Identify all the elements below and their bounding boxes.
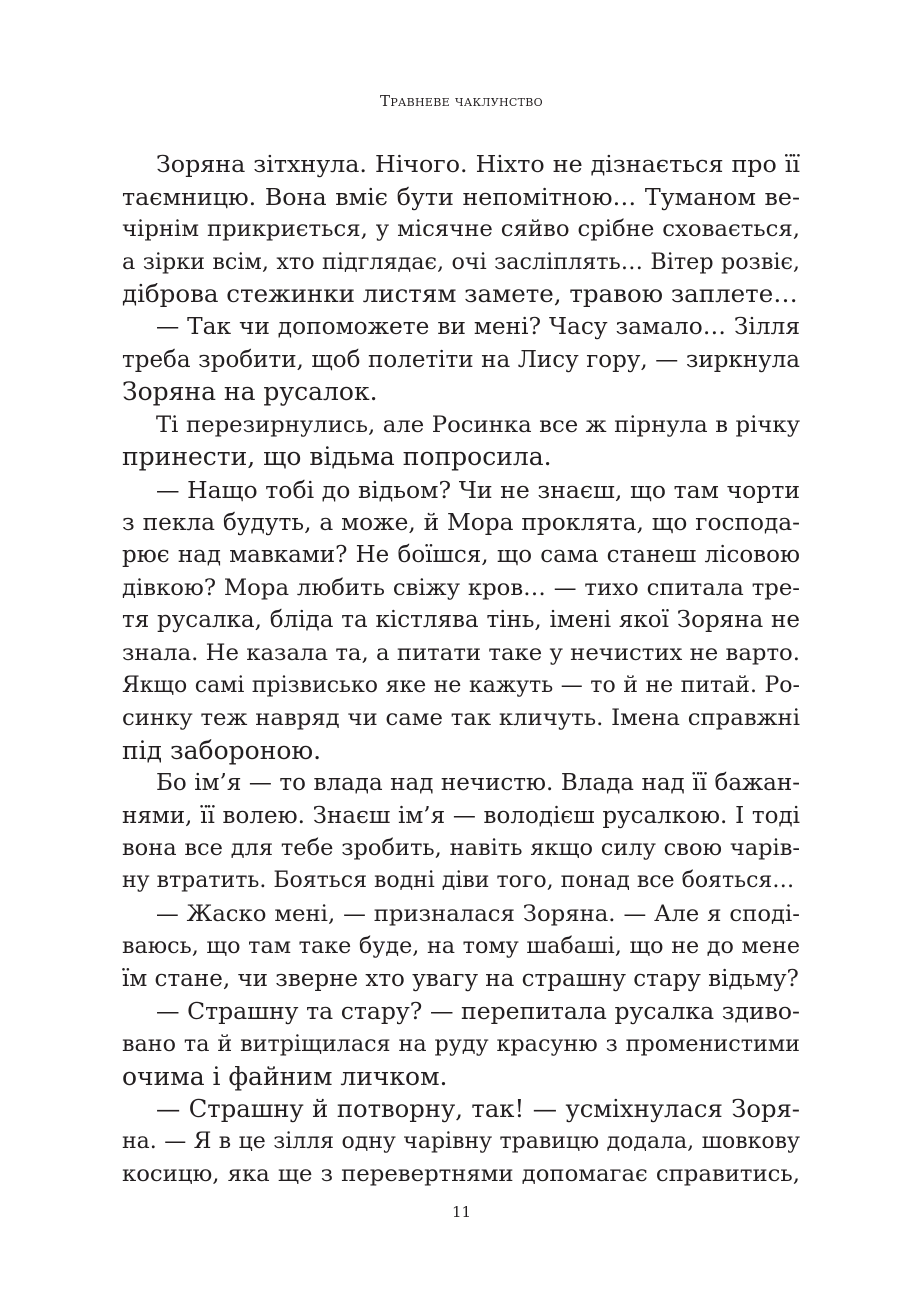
text-line: з пекла будуть, а може, й Мора проклята, що господа-: [122, 508, 800, 536]
text-line: дівкою? Мора любить свіжу кров… — тихо спитала тре-: [122, 574, 800, 601]
text-line: нями, її волею. Знаєш ім’я — володієш русалкою. І тоді: [122, 802, 800, 829]
text-line: Зоряна на русалок.: [122, 377, 378, 407]
text-line: вано та й витріщилася на руду красуню з променистими: [122, 1031, 800, 1058]
text-line: принести, що відьма попросила.: [122, 442, 552, 472]
text-line: на. — Я в це зілля одну чарівну травицю додала, шовкову: [122, 1128, 800, 1154]
text-line: вона все для тебе зробить, навіть якщо силу свою чарів-: [122, 835, 800, 862]
text-line: — Так чи допоможете ви мені? Часу замало… Зілля: [156, 312, 800, 340]
text-line: очима і файним личком.: [122, 1061, 448, 1091]
text-line: діброва стежинки листям замете, травою заплете…: [122, 279, 798, 309]
text-line: чірнім прикриється, у місячне сяйво срібне сховається,: [122, 216, 800, 243]
text-line: рює над мавками? Не боїшся, що сама станеш лісовою: [122, 542, 800, 569]
text-line: Ті перезирнулись, але Росинка все ж пірнула в річку: [156, 411, 800, 438]
page-number: 11: [451, 1203, 472, 1221]
text-line: Бо ім’я — то влада над нечистю. Влада над її бажан-: [156, 770, 800, 797]
text-line: — Страшну та стару? — перепитала русалка здиво-: [156, 997, 800, 1026]
text-line: знала. Не казала та, а питати таке у нечистих не варто.: [122, 639, 800, 666]
text-line: — Страшну й потворну, так! — усміхнулася Зоря-: [156, 1094, 800, 1124]
text-line: таємницю. Вона вміє бути непомітною… Туманом ве-: [122, 182, 800, 211]
text-line: їм стане, чи зверне хто увагу на страшну стару відьму?: [122, 965, 799, 992]
text-line: — Жаско мені, — призналася Зоряна. — Але я сподi-: [156, 900, 800, 927]
text-line: Зоряна зітхнула. Нічого. Ніхто не дізнається про її: [156, 150, 800, 178]
text-line: косицю, яка ще з перевертнями допомагає справитись,: [122, 1161, 800, 1188]
text-line: треба зробити, щоб полетіти на Лису гору, — зиркнула: [122, 346, 800, 373]
text-line: під забороною.: [122, 735, 322, 765]
text-line: синку теж навряд чи саме так кличуть. Імена справжні: [122, 705, 800, 732]
text-line: Якщо самі прізвисько яке не кажуть — то й не питай. Ро-: [122, 672, 800, 698]
body-text: [122, 148, 800, 1191]
text-line: — Нащо тобі до відьом? Чи не знаєш, що там чорти: [156, 475, 800, 504]
text-line: ну втратить. Бояться водні діви того, понад все бояться…: [122, 868, 795, 894]
running-head: Травневе чаклунство: [380, 92, 543, 110]
text-line: ваюсь, що там таке буде, на тому шабаші, що не до мене: [122, 933, 800, 960]
text-line: тя русалка, бліда та кістлява тінь, імені якої Зоряна не: [122, 607, 800, 634]
text-line: а зірки всім, хто підглядає, очі засліплять… Вітер розвіє,: [122, 248, 800, 275]
